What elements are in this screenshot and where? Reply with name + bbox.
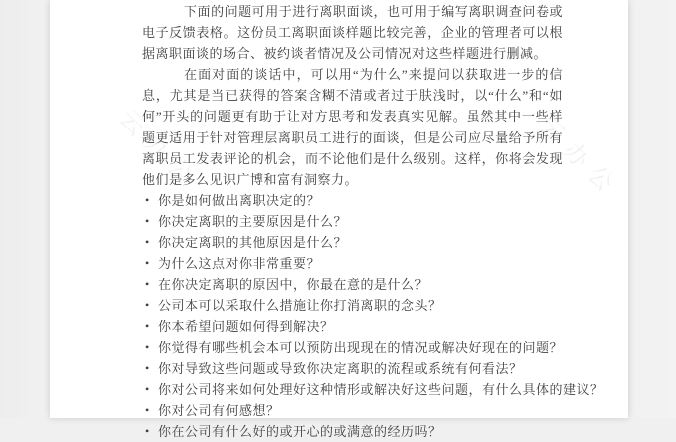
- question-list: [142, 190, 604, 442]
- paragraph-intro: 下面的问题可用于进行离职面谈，也可用于编写离职调查问卷或电子反馈表格。这份员工离职面谈样题比较完善，企业的管理者可以根据离职面谈的场合、被约谈者情况及公司情况对这些样题进行删减。: [142, 4, 563, 61]
- question-text: 在你决定离职的原因中，你最在意的是什么？: [158, 277, 429, 292]
- question-text: 你对公司将来如何处理好这种情形或解决好这些问题，有什么具体的建议？: [158, 382, 604, 397]
- list-item: [142, 421, 563, 442]
- question-text: 你对导致这些问题或导致你决定离职的流程或系统有何看法？: [158, 361, 523, 376]
- watermark: 云办公: [113, 105, 205, 197]
- question-text: 你决定离职的其他原因是什么？: [158, 235, 348, 250]
- question-text: 你觉得有哪些机会本可以预防出现现在的情况或解决好现在的问题？: [158, 340, 564, 355]
- paragraph-guidance: 在面对面的谈话中，可以用“为什么”来提问以获取进一步的信息，尤其是当已获得的答案含糊不清或者过于肤浅时，以“什么”和“如何”开头的问题更有助于让对方思考和发表真实见解。虽然其中一些样题更适用于针对管理层离职员工进行的面谈，但是公司应尽量给予所有离职员工发表评论的机会，而不论他们是什么级别。这样，你将会发现他们是多么见识广博和富有洞察力。: [142, 67, 563, 187]
- question-text: 为什么这点对你非常重要？: [158, 256, 321, 271]
- list-item: [142, 316, 563, 337]
- list-item: [142, 358, 563, 379]
- document-page: [50, 0, 628, 439]
- question-text: 你对公司有何感想？: [158, 403, 280, 418]
- list-item: [142, 337, 563, 358]
- list-item: [142, 379, 604, 400]
- question-text: 你决定离职的主要原因是什么？: [158, 214, 348, 229]
- list-item: [142, 190, 563, 211]
- list-item: [142, 211, 563, 232]
- watermark: 云办公: [533, 113, 625, 205]
- list-item: [142, 232, 563, 253]
- question-text: 你是如何做出离职决定的？: [158, 193, 321, 208]
- list-item: [142, 274, 563, 295]
- question-text: 公司本可以采取什么措施让你打消离职的念头？: [158, 298, 442, 313]
- list-item: [142, 253, 563, 274]
- question-text: 你在公司有什么好的或开心的或满意的经历吗？: [158, 424, 442, 439]
- question-text: 你本希望问题如何得到解决？: [158, 319, 334, 334]
- list-item: [142, 295, 563, 316]
- list-item: [142, 400, 563, 421]
